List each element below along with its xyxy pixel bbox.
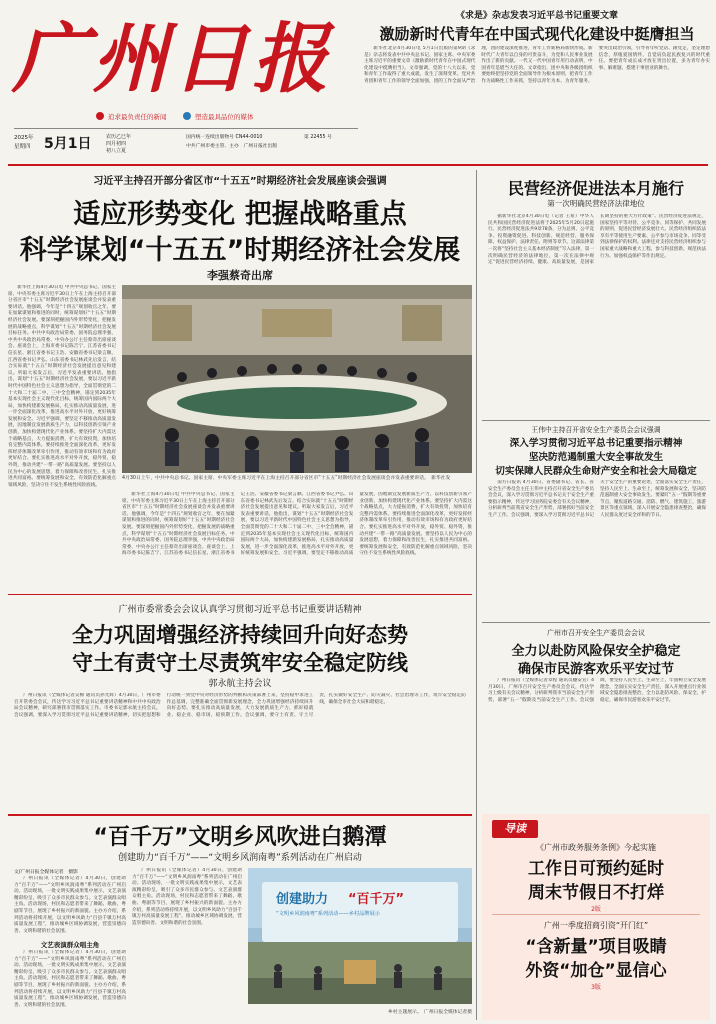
right-divider-1 [482, 420, 710, 421]
logo-emblem-2 [183, 112, 191, 120]
minying-headline: 民营经济促进法本月施行 [507, 179, 684, 198]
meeting-photo [122, 285, 472, 473]
village-subtitle: 创建助力“百千万”——“文明乡风润南粤”系列活动在广州启动 [118, 853, 362, 863]
guangzhou-kicker: 广州市委常委会会议认真学习贯彻习近平总书记重要讲话精神 [118, 605, 362, 615]
city-safety-body: 广州日报讯（全媒体记者章程 通讯员穗安宣）4月30日，广州市召开安全生产委员会会议，传达学习上级有关会议精神，分析研判我市当前安全生产形势，部署“五一”假期及当前安全生产工作。会议强调，要坚持人民至上、生命至上，牢固树立安全发展理念，全面压实安全生产责任，深入开展重点行业领域安全隐患排查整治，全力以赴防风险、保安全、护稳定，确保市民游客欢乐平安过节。 [488, 678, 706, 703]
lower-rule [8, 814, 472, 816]
lead-photo-caption: 4月30日上午，中共中央总书记、国家主席、中央军委主席习近平在上海主持召开部分省区市“十五五”时期经济社会发展座谈会并发表重要讲话。 新华社发 [122, 476, 451, 481]
village-body-1: 广州日报讯（全媒体记者）4月30日，创建助力“百千万”——“文明乡风润南粤”系列活动在广州启动。活动现场，一批文明实践成果集中展示，文艺表演精彩纷呈，吸引了众多市民群众参与。文艺表演群众唱主角。活动现场，村民和志愿者带来了舞蹈、歌曲、粤剧等节目，展现了乡村振兴的新面貌。主办方介绍，系列活动将持续开展，以文明乡风助力“百县千镇万村高质量发展工程”，推动城乡区域协调发展，营造崇德向善、文明和谐的社会氛围。 [14, 876, 126, 934]
qiushi-headline: 激励新时代青年在中国式现代化建设中挺膺担当 [379, 25, 695, 43]
village-byline: 文/广州日报全媒体记者 摄影 [14, 870, 78, 875]
guide-item-1-headline-2: 周末节假日不打烊 [528, 883, 664, 903]
lunar-3: 初八立夏 [106, 148, 127, 154]
minying-subtitle: 第一次明确民营经济法律地位 [547, 199, 645, 208]
mid-rule [8, 594, 472, 595]
lead-body-continued: 新华社上海4月30日电 中共中央总书记、国家主席、中央军委主席习近平30日上午在上海主持召开部分省区市“十五五”时期经济社会发展座谈会并发表重要讲话。他强调，今年是“十四五”规划收官之年，要在加紧谋划和推进的同时，统筹谋划好“十五五”时期经济社会发展。要深刻把握国内外形势变化，把握发展的战略重点，科学谋划“十五五”时期经济社会发展目标任务。中共中央政治局常委、国务院总理李强，中共中央政治局常委、中央办公厅主任蔡奇出席座谈会。座谈会上，上海市委书记陈吉宁、江苏省委书记信长星、浙江省委书记王浩、安徽省委书记梁言顺、江西省委书记尹弘、山东省委书记林武先后发言，结合实际就“十五五”时期经济社会发展提出意见和建议。听取大家发言后，习近平发表重要讲话。他指出，谋划“十五五”时期经济社会发展，要以习近平新时代中国特色社会主义思想为指导，全面贯彻党的二十大和二十届二中、三中全会精神，锚定到2035年基本实现社会主义现代化目标，统筹国内国际两个大局，加快构建新发展格局，扎实推动高质量发展，进一步全面深化改革，推进高水平对外开放，更好统筹发展和安全。习近平强调，要坚定不移推动高质量发展，因地制宜发展新质生产力，以科技创新引领产业创新，加快构建现代化产业体系。要坚持扩大内需这个战略基点，大力提振消费，扩大有效投资，加快培育完整内需体系。要持续推进全面深化改革，更好发挥经济体制改革牵引作用，推动有效市场和有为政府更好结合。要扎实推进高水平对外开放，稳外贸、稳外资，推动共建“一带一路”高质量发展。要坚持以人民为中心的发展思想，着力保障和改善民生，扎实推进共同富裕。要统筹发展和安全，有效防范化解重点领域风险，坚决守住不发生系统性风险底线。 [122, 492, 472, 557]
lunar-1: 农历乙巳年 [106, 134, 132, 140]
minying-article [482, 176, 710, 416]
safety-article [482, 424, 710, 618]
logo-emblem [96, 112, 104, 120]
guide-item-2-kicker: 广州一季度招商引资“开门红” [543, 921, 649, 930]
qiushi-article [364, 6, 710, 162]
weekday: 星期四 [14, 144, 31, 150]
guide-item-1[interactable] [482, 842, 710, 928]
city-safety-article [482, 626, 710, 810]
lead-article [8, 170, 472, 590]
safety-headline-3: 切实保障人民群众生命财产安全和社会大局稳定 [495, 466, 697, 477]
village-photo [248, 868, 472, 1004]
guide-label [492, 820, 538, 838]
city-safety-headline-1: 全力以赴防风险保安全护稳定 [511, 644, 681, 659]
lead-photo [122, 285, 472, 473]
lunar-2: 四月初四 [106, 141, 127, 147]
village-headline: “百千万”文明乡风吹进白鹅潭 [93, 825, 387, 850]
minying-body: 据新华社北京4月30日电（记者 王希）中华人民共和国民营经济促进法将于2025年5月20日起施行。民营经济促进法共9章78条，分为总则、公平竞争、投资融资促进、科技创新、规范经营、服务保障、权益保护、法律责任、附则等章节。这部法律第一次将“坚持社会主义基本经济制度”写入法律，第一次明确民营经济的法律地位，第一次在法律中规定“促进民营经济持续、健康、高质量发展，是国家长期坚持的重大方针政策”。民营经济促进法规定，国家坚持平等对待、公平竞争、同等保护、共同发展的原则，促进民营经济发展壮大。民营经济组织依法享有平等使用生产要素、公平参与市场竞争、同等受到法律保护的权利。法律还对支持民营经济组织参与国家重大战略和重大工程、参与科技创新、规范执法行为、加强权益保护等作出规定。 [488, 214, 706, 266]
masthead-slogan-2: 塑造最具品位的媒体 [195, 113, 254, 121]
guide-divider [492, 914, 700, 915]
guide-item-2-headline-1: “含新量”项目吸睛 [525, 937, 667, 957]
lead-byline: 李强蔡奇出席 [207, 269, 273, 282]
village-photo-caption: 乡村主题展示。 广州日报全媒体记者摄 [388, 1010, 472, 1015]
safety-headline-2: 坚决防范遏制重大安全事故发生 [528, 452, 664, 463]
publisher: 中共广州市委主管、主办 广州日报社出版 [186, 144, 278, 149]
safety-body: 南方日报讯 4月30日，省委副书记、省长、省安全生产委员会主任王伟中主持召开省安全生产委员会会议，深入学习贯彻习近平总书记关于安全生产重要指示精神，传达学习国务院安委会有关会议精神，分析研判当前我省安全生产形势，部署抓好当前安全生产工作。会议强调，要深入学习贯彻习近平总书记关于安全生产的重要论述，全面落实安全生产责任，坚持人民至上、生命至上，统筹发展和安全，坚决防范遏制重大安全事故发生。要紧盯“五一”假期等重要节点，聚焦道路交通、消防、燃气、建筑施工、旅游景区等重点领域，深入开展安全隐患排查整治，确保人民群众度过安全祥和的节日。 [488, 480, 706, 518]
guangzhou-byline: 郭永航主持会议 [208, 679, 272, 689]
lead-body-left: 新华社上海4月30日电 中共中央总书记、国家主席、中央军委主席习近平30日上午在上海主持召开部分省区市“十五五”时期经济社会发展座谈会并发表重要讲话。他强调，今年是“十四五”规划收官之年，要在加紧谋划和推进的同时，统筹谋划好“十五五”时期经济社会发展。要深刻把握国内外形势变化，把握发展的战略重点，科学谋划“十五五”时期经济社会发展目标任务。中共中央政治局常委、国务院总理李强，中共中央政治局常委、中央办公厅主任蔡奇出席座谈会。座谈会上，上海市委书记陈吉宁、江苏省委书记信长星、浙江省委书记王浩、安徽省委书记梁言顺、江西省委书记尹弘、山东省委书记林武先后发言，结合实际就“十五五”时期经济社会发展提出意见和建议。听取大家发言后，习近平发表重要讲话。他指出，谋划“十五五”时期经济社会发展，要以习近平新时代中国特色社会主义思想为指导，全面贯彻党的二十大和二十届二中、三中全会精神，锚定到2035年基本实现社会主义现代化目标，统筹国内国际两个大局，加快构建新发展格局，扎实推动高质量发展，进一步全面深化改革，推进高水平对外开放，更好统筹发展和安全。习近平强调，要坚定不移推动高质量发展，因地制宜发展新质生产力，以科技创新引领产业创新，加快构建现代化产业体系。要坚持扩大内需这个战略基点，大力提振消费，扩大有效投资，加快培育完整内需体系。要持续推进全面深化改革，更好发挥经济体制改革牵引作用，推动有效市场和有为政府更好结合。要扎实推进高水平对外开放，稳外贸、稳外资，推动共建“一带一路”高质量发展。要坚持以人民为中心的发展思想，着力保障和改善民生，扎实推进共同富裕。要统筹发展和安全，有效防范化解重点领域风险，坚决守住不发生系统性风险底线。 [8, 285, 116, 488]
banner-line-1: 创建助力 [276, 892, 329, 907]
village-subhead: 文艺表演群众唱主角 [40, 941, 100, 949]
village-body-2: 广州日报讯（全媒体记者）4月30日，创建助力“百千万”——“文明乡风润南粤”系列活动在广州启动。活动现场，一批文明实践成果集中展示，文艺表演精彩纷呈，吸引了众多市民群众参与。文艺表演群众唱主角。活动现场，村民和志愿者带来了舞蹈、歌曲、粤剧等节目，展现了乡村振兴的新面貌。主办方介绍，系列活动将持续开展，以文明乡风助力“百县千镇万村高质量发展工程”，推动城乡区域协调发展，营造崇德向善、文明和谐的社会氛围。 [14, 950, 126, 1008]
guide-label-text: 导读 [504, 822, 526, 835]
year: 2025年 [14, 135, 34, 141]
masthead-title: 广州日报 [12, 14, 332, 103]
lead-kicker: 习近平主持召开部分省区市“十五五”时期经济社会发展座谈会强调 [93, 176, 387, 187]
guide-item-2-page: 3版 [591, 984, 601, 991]
right-divider-2 [482, 622, 710, 623]
qiushi-kicker: 《求是》杂志发表习近平总书记重要文章 [455, 11, 618, 21]
banner-line-2: “百千万” [348, 892, 405, 907]
guangzhou-article [8, 600, 472, 810]
guangzhou-headline-1: 全力巩固增强经济持续回升向好态势 [72, 623, 408, 647]
qiushi-body: 新华社北京4月30日电 5月1日出版的第9期《求是》杂志将发表中共中央总书记、国家主席、中央军委主席习近平的重要文章《激励新时代青年在中国式现代化建设中挺膺担当》。文章强调，党的十八大以来，党和青年工作取得了重大成就，发生了深刻变革。党对共青团和青年工作的领导全面加强，团的工作全面从严治理，团的建设深度推进，青年工作新格局加快形成。新时代广大青年以自身的可贵奋斗，为党和人民事业发展作出了新的贡献。一代又一代中国青年用行动表明，中国青年是堪当大任的。文章指出，团中央和各级团组织要始终把坚持党的全面领导作为根本原则，把青年工作作为战略性工作来抓，坚持以青年为本、为青年服务。要突出政治引领，引导青年听党话、跟党走，坚定理想信念，厚植爱国情怀，自觉肩负起民族复兴的时代重任。要把青年成长成才放在突出位置，多为青年办实事、解难题，搭建干事创业的舞台。 [364, 46, 710, 84]
village-article [8, 820, 472, 1020]
guide-item-1-headline-1: 工作日可预约延时 [528, 859, 664, 879]
lead-headline-1: 适应形势变化 把握战略重点 [73, 199, 407, 230]
city-safety-headline-2: 确保市民游客欢乐平安过节 [517, 662, 674, 677]
guangzhou-headline-2: 守土有责守土尽责筑牢安全稳定防线 [72, 651, 408, 675]
guide-item-2[interactable] [482, 920, 710, 1016]
lead-headline-2: 科学谋划“十五五”时期经济社会发展 [19, 235, 461, 266]
date: 5月1日 [44, 136, 92, 152]
daily-number: 第 22455 号 [304, 135, 332, 140]
column-divider [476, 170, 477, 1020]
masthead-divider [14, 128, 358, 129]
village-body-3: 广州日报讯（全媒体记者）4月30日，创建助力“百千万”——“文明乡风润南粤”系列活动在广州启动。活动现场，一批文明实践成果集中展示，文艺表演精彩纷呈，吸引了众多市民群众参与。文艺表演群众唱主角。活动现场，村民和志愿者带来了舞蹈、歌曲、粤剧等节目，展现了乡村振兴的新面貌。主办方介绍，系列活动将持续开展，以文明乡风助力“百县千镇万村高质量发展工程”，推动城乡区域协调发展，营造崇德向善、文明和谐的社会氛围。 [132, 868, 242, 926]
top-rule [8, 164, 708, 166]
safety-kicker: 王伟中主持召开省安全生产委员会会议强调 [531, 426, 661, 434]
date-block [14, 133, 358, 155]
banner-line-3: “文明乡风润南粤”系列活动——乡村品牌展示 [276, 911, 380, 917]
cn-number: 国内统一连续出版物号 CN44-0010 [186, 135, 263, 140]
safety-headline-1: 深入学习贯彻习近平总书记重要指示精神 [509, 438, 683, 449]
masthead-slogan: 追求最负责任的新闻 [108, 113, 167, 121]
guide-item-1-page: 2版 [591, 906, 601, 913]
guide-item-2-headline-2: 外资“加仓”显信心 [525, 961, 667, 981]
guangzhou-body: 广州日报讯（全媒体记者吴棉 通讯员孙光辉）4月30日，广州市委召开常委会会议，传达学习习近平总书记重要讲话精神和中共中央政治局会议精神，研究部署我市贯彻落实工作。市委书记郭永航主持会议。会议强调，要深入学习贯彻习近平总书记重要讲话精神，切实把思想和行动统一到党中央对经济形势的判断和决策部署上来，坚持稳中求进工作总基调，完整准确全面贯彻新发展理念，全力巩固增强经济持续回升向好态势。要扎实推动高质量发展，大力发展新质生产力，抓好稳就业、稳企业、稳市场、稳预期工作。会议强调，要守土有责、守土尽责，扎实做好安全生产、防灾减灾、社会治理等工作，筑牢安全稳定防线，确保全市社会大局和谐稳定。 [14, 693, 466, 718]
city-safety-kicker: 广州市召开安全生产委员会会议 [547, 629, 645, 637]
guide-item-1-kicker: 《广州市政务服务条例》今起实施 [536, 843, 656, 852]
guide-box [482, 814, 710, 1020]
